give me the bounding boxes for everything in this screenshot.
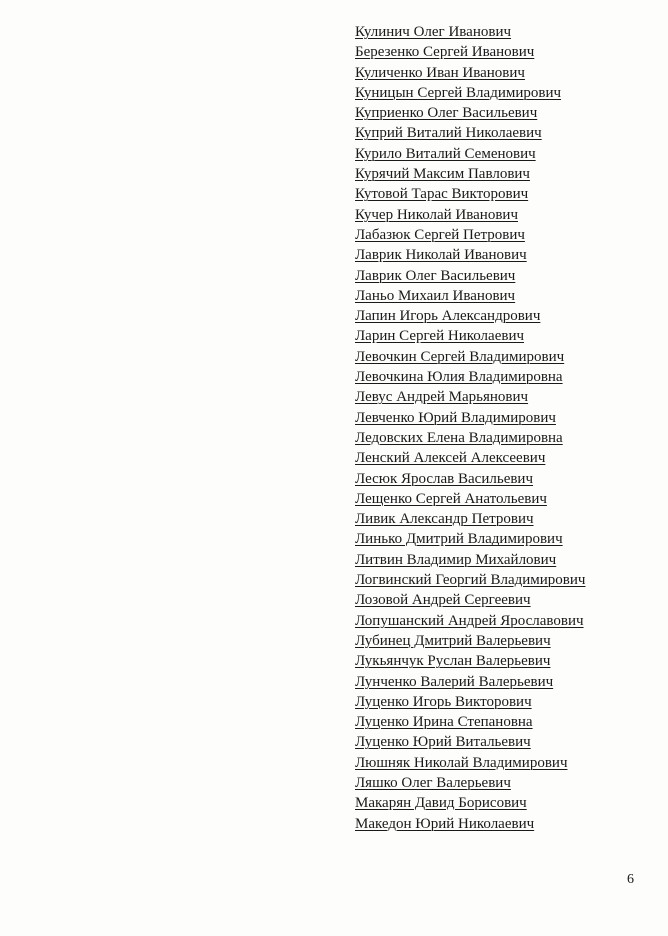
list-item [355,387,585,407]
list-item [355,184,585,204]
list-item [355,773,585,793]
list-item [355,570,585,590]
list-item [355,205,585,225]
list-item [355,428,585,448]
list-item [355,306,585,326]
list-item [355,509,585,529]
person-name: Луценко Юрий Витальевич [355,734,531,751]
person-name: Макарян Давид Борисович [355,795,527,812]
list-item [355,651,585,671]
person-name: Ланьо Михаил Иванович [355,287,516,304]
person-name: Ливик Александр Петрович [355,511,534,528]
person-name: Логвинский Георгий Владимирович [355,572,586,589]
list-item [355,367,585,387]
list-item [355,123,585,143]
person-name: Куличенко Иван Иванович [355,64,525,81]
person-name: Левус Андрей Марьянович [355,389,529,406]
person-name: Ларин Сергей Николаевич [355,328,525,345]
list-item [355,245,585,265]
person-name: Березенко Сергей Иванович [355,44,535,61]
person-name: Луценко Игорь Викторович [355,693,532,710]
person-name: Лукьянчук Руслан Валерьевич [355,653,551,670]
list-item [355,266,585,286]
list-item [355,469,585,489]
list-item [355,448,585,468]
list-item [355,712,585,732]
person-name: Куприй Виталий Николаевич [355,125,542,142]
list-item [355,753,585,773]
list-item [355,529,585,549]
person-name: Левочкина Юлия Владимировна [355,369,563,386]
list-item [355,732,585,752]
person-name: Македон Юрий Николаевич [355,815,535,832]
person-name: Лозовой Андрей Сергеевич [355,592,531,609]
person-name: Куприенко Олег Васильевич [355,105,538,122]
list-item [355,631,585,651]
person-name: Линько Дмитрий Владимирович [355,531,563,548]
person-name: Лесюк Ярослав Васильевич [355,470,534,487]
person-name: Лаврик Олег Васильевич [355,267,516,284]
list-item [355,408,585,428]
person-name: Лещенко Сергей Анатольевич [355,490,547,507]
person-name: Литвин Владимир Михайлович [355,551,557,568]
person-name: Левченко Юрий Владимирович [355,409,556,426]
person-name: Курячий Максим Павлович [355,166,530,183]
person-name: Курило Виталий Семенович [355,145,536,162]
person-name: Ленский Алексей Алексеевич [355,450,546,467]
list-item [355,550,585,570]
person-name: Кутовой Тарас Викторович [355,186,529,203]
list-item [355,611,585,631]
list-item [355,672,585,692]
page-number: 6 [627,872,634,887]
list-item [355,326,585,346]
person-name: Левочкин Сергей Владимирович [355,348,565,365]
list-item [355,590,585,610]
list-item [355,225,585,245]
list-item [355,814,585,834]
person-name: Лабазюк Сергей Петрович [355,226,525,243]
list-item [355,692,585,712]
person-name: Ляшко Олег Валерьевич [355,774,511,791]
list-item [355,164,585,184]
person-name: Лаврик Николай Иванович [355,247,527,264]
person-name: Лапин Игорь Александрович [355,308,541,325]
list-item [355,347,585,367]
person-name: Куницын Сергей Владимирович [355,84,562,101]
list-item [355,144,585,164]
person-name: Лопушанский Андрей Ярославович [355,612,584,629]
person-name: Кучер Николай Иванович [355,206,518,223]
list-item [355,286,585,306]
person-name: Лунченко Валерий Валерьевич [355,673,554,690]
person-name: Люшняк Николай Владимирович [355,754,568,771]
person-name: Лубинец Дмитрий Валерьевич [355,632,551,649]
list-item [355,793,585,813]
list-item [355,489,585,509]
list-item [355,83,585,103]
person-name: Луценко Ирина Степановна [355,714,533,731]
list-item [355,63,585,83]
person-name: Кулинич Олег Иванович [355,24,512,40]
name-list [355,22,585,834]
person-name: Ледовских Елена Владимировна [355,429,563,446]
list-item [355,22,585,42]
list-item [355,42,585,62]
list-item [355,103,585,123]
